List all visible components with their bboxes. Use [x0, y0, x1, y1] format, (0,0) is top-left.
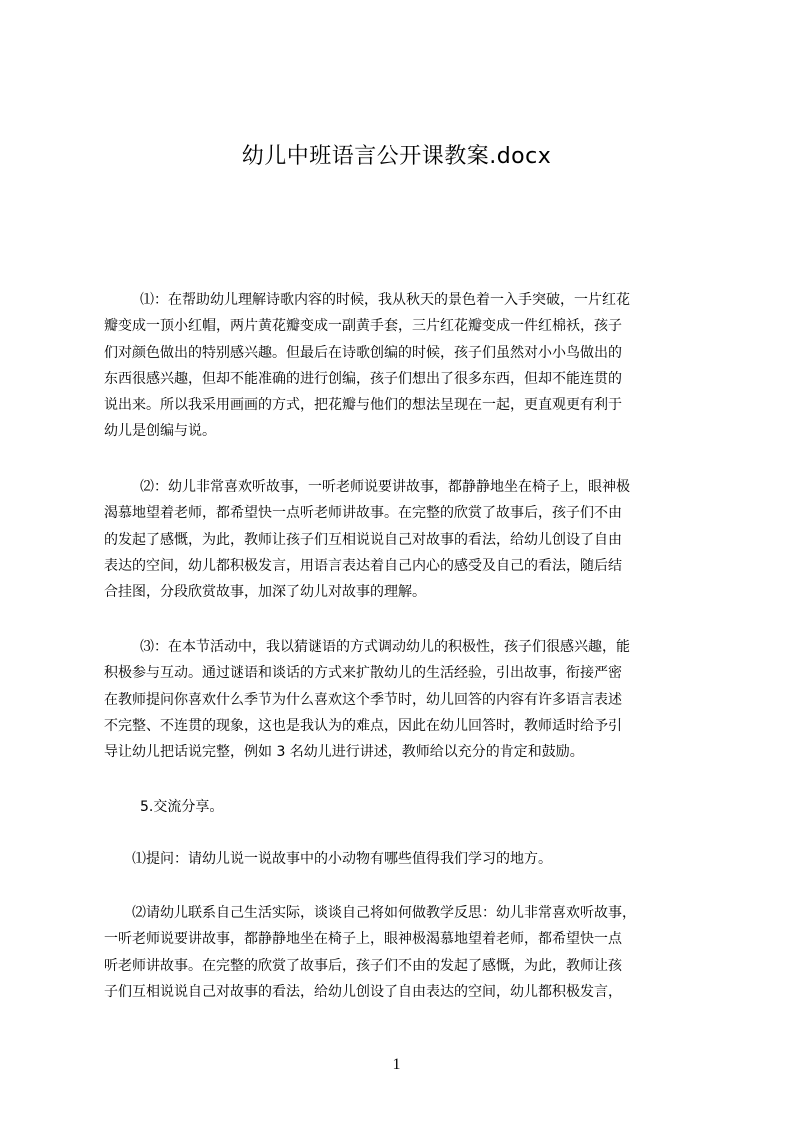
paragraph-line: ⑵：幼儿非常喜欢听故事，一听老师说要讲故事，都静静地坐在椅子上，眼神极 [140, 479, 630, 495]
paragraph-line: 子们互相说说自己对故事的看法，给幼儿创设了自由表达的空间，幼儿都积极发言， [104, 983, 622, 1000]
paragraph-line: 导让幼儿把话说完整，例如 3 名幼儿进行讲述，教师给以充分的肯定和鼓励。 [104, 744, 584, 761]
paragraph-line: 5.交流分享。 [140, 799, 224, 815]
paragraph-3 [104, 634, 716, 765]
paragraph-reflection [104, 900, 716, 1005]
paragraph-line: 表达的空间，幼儿都积极发言，用语言表达着自己内心的感受及自己的看法，随后结 [104, 557, 622, 574]
paragraph-line: 东西很感兴趣，但却不能准确的进行创编，孩子们想出了很多东西，但却不能连贯的 [104, 370, 622, 387]
paragraph-line: 合挂图，分段欣赏故事，加深了幼儿对故事的理解。 [104, 584, 426, 601]
paragraph-line: 瓣变成一顶小红帽，两片黄花瓣变成一副黄手套，三片红花瓣变成一件红棉袄，孩子 [104, 318, 622, 335]
section-heading [104, 794, 716, 820]
document-title: 幼儿中班语言公开课教案.docx [241, 144, 552, 169]
paragraph-line: 积极参与互动。通过谜语和谈话的方式来扩散幼儿的生活经验，引出故事，衔接严密 [104, 665, 622, 682]
paragraph-line: 在教师提问你喜欢什么季节为什么喜欢这个季节时，幼儿回答的内容有许多语言表述 [104, 691, 622, 708]
paragraph-line: ⑴：在帮助幼儿理解诗歌内容的时候，我从秋天的景色着一入手突破，一片红花 [140, 292, 630, 308]
paragraph-line: 一听老师说要讲故事，都静静地坐在椅子上，眼神极渴慕地望着老师，都希望快一点 [104, 931, 622, 948]
paragraph-2 [104, 474, 716, 605]
paragraph-line: 们对颜色做出的特别感兴趣。但最后在诗歌创编的时候，孩子们虽然对小小鸟做出的 [104, 344, 622, 361]
paragraph-line: 幼儿是创编与说。 [104, 423, 216, 440]
paragraph-line: ⑶：在本节活动中，我以猜谜语的方式调动幼儿的积极性，孩子们很感兴趣，能 [140, 639, 630, 655]
paragraph-line: ⑵请幼儿联系自己生活实际，谈谈自己将如何做教学反思：幼儿非常喜欢听故事， [132, 905, 636, 921]
paragraph-question [104, 846, 716, 872]
paragraph-line: 听老师讲故事。在完整的欣赏了故事后，孩子们不由的发起了感慨，为此，教师让孩 [104, 957, 622, 974]
paragraph-line: 渴慕地望着老师，都希望快一点听老师讲故事。在完整的欣赏了故事后，孩子们不由 [104, 505, 622, 522]
paragraph-1 [104, 287, 716, 445]
paragraph-line: 说出来。所以我采用画画的方式，把花瓣与他们的想法呈现在一起，更直观更有利于 [104, 397, 622, 414]
page-number: 1 [392, 1056, 401, 1073]
paragraph-line: 的发起了感慨，为此，教师让孩子们互相说说自己对故事的看法，给幼儿创设了自由 [104, 531, 622, 548]
paragraph-line: 不完整、不连贯的现象，这也是我认为的难点，因此在幼儿回答时，教师适时给予引 [104, 717, 622, 734]
paragraph-line: ⑴提问：请幼儿说一说故事中的小动物有哪些值得我们学习的地方。 [132, 851, 552, 867]
